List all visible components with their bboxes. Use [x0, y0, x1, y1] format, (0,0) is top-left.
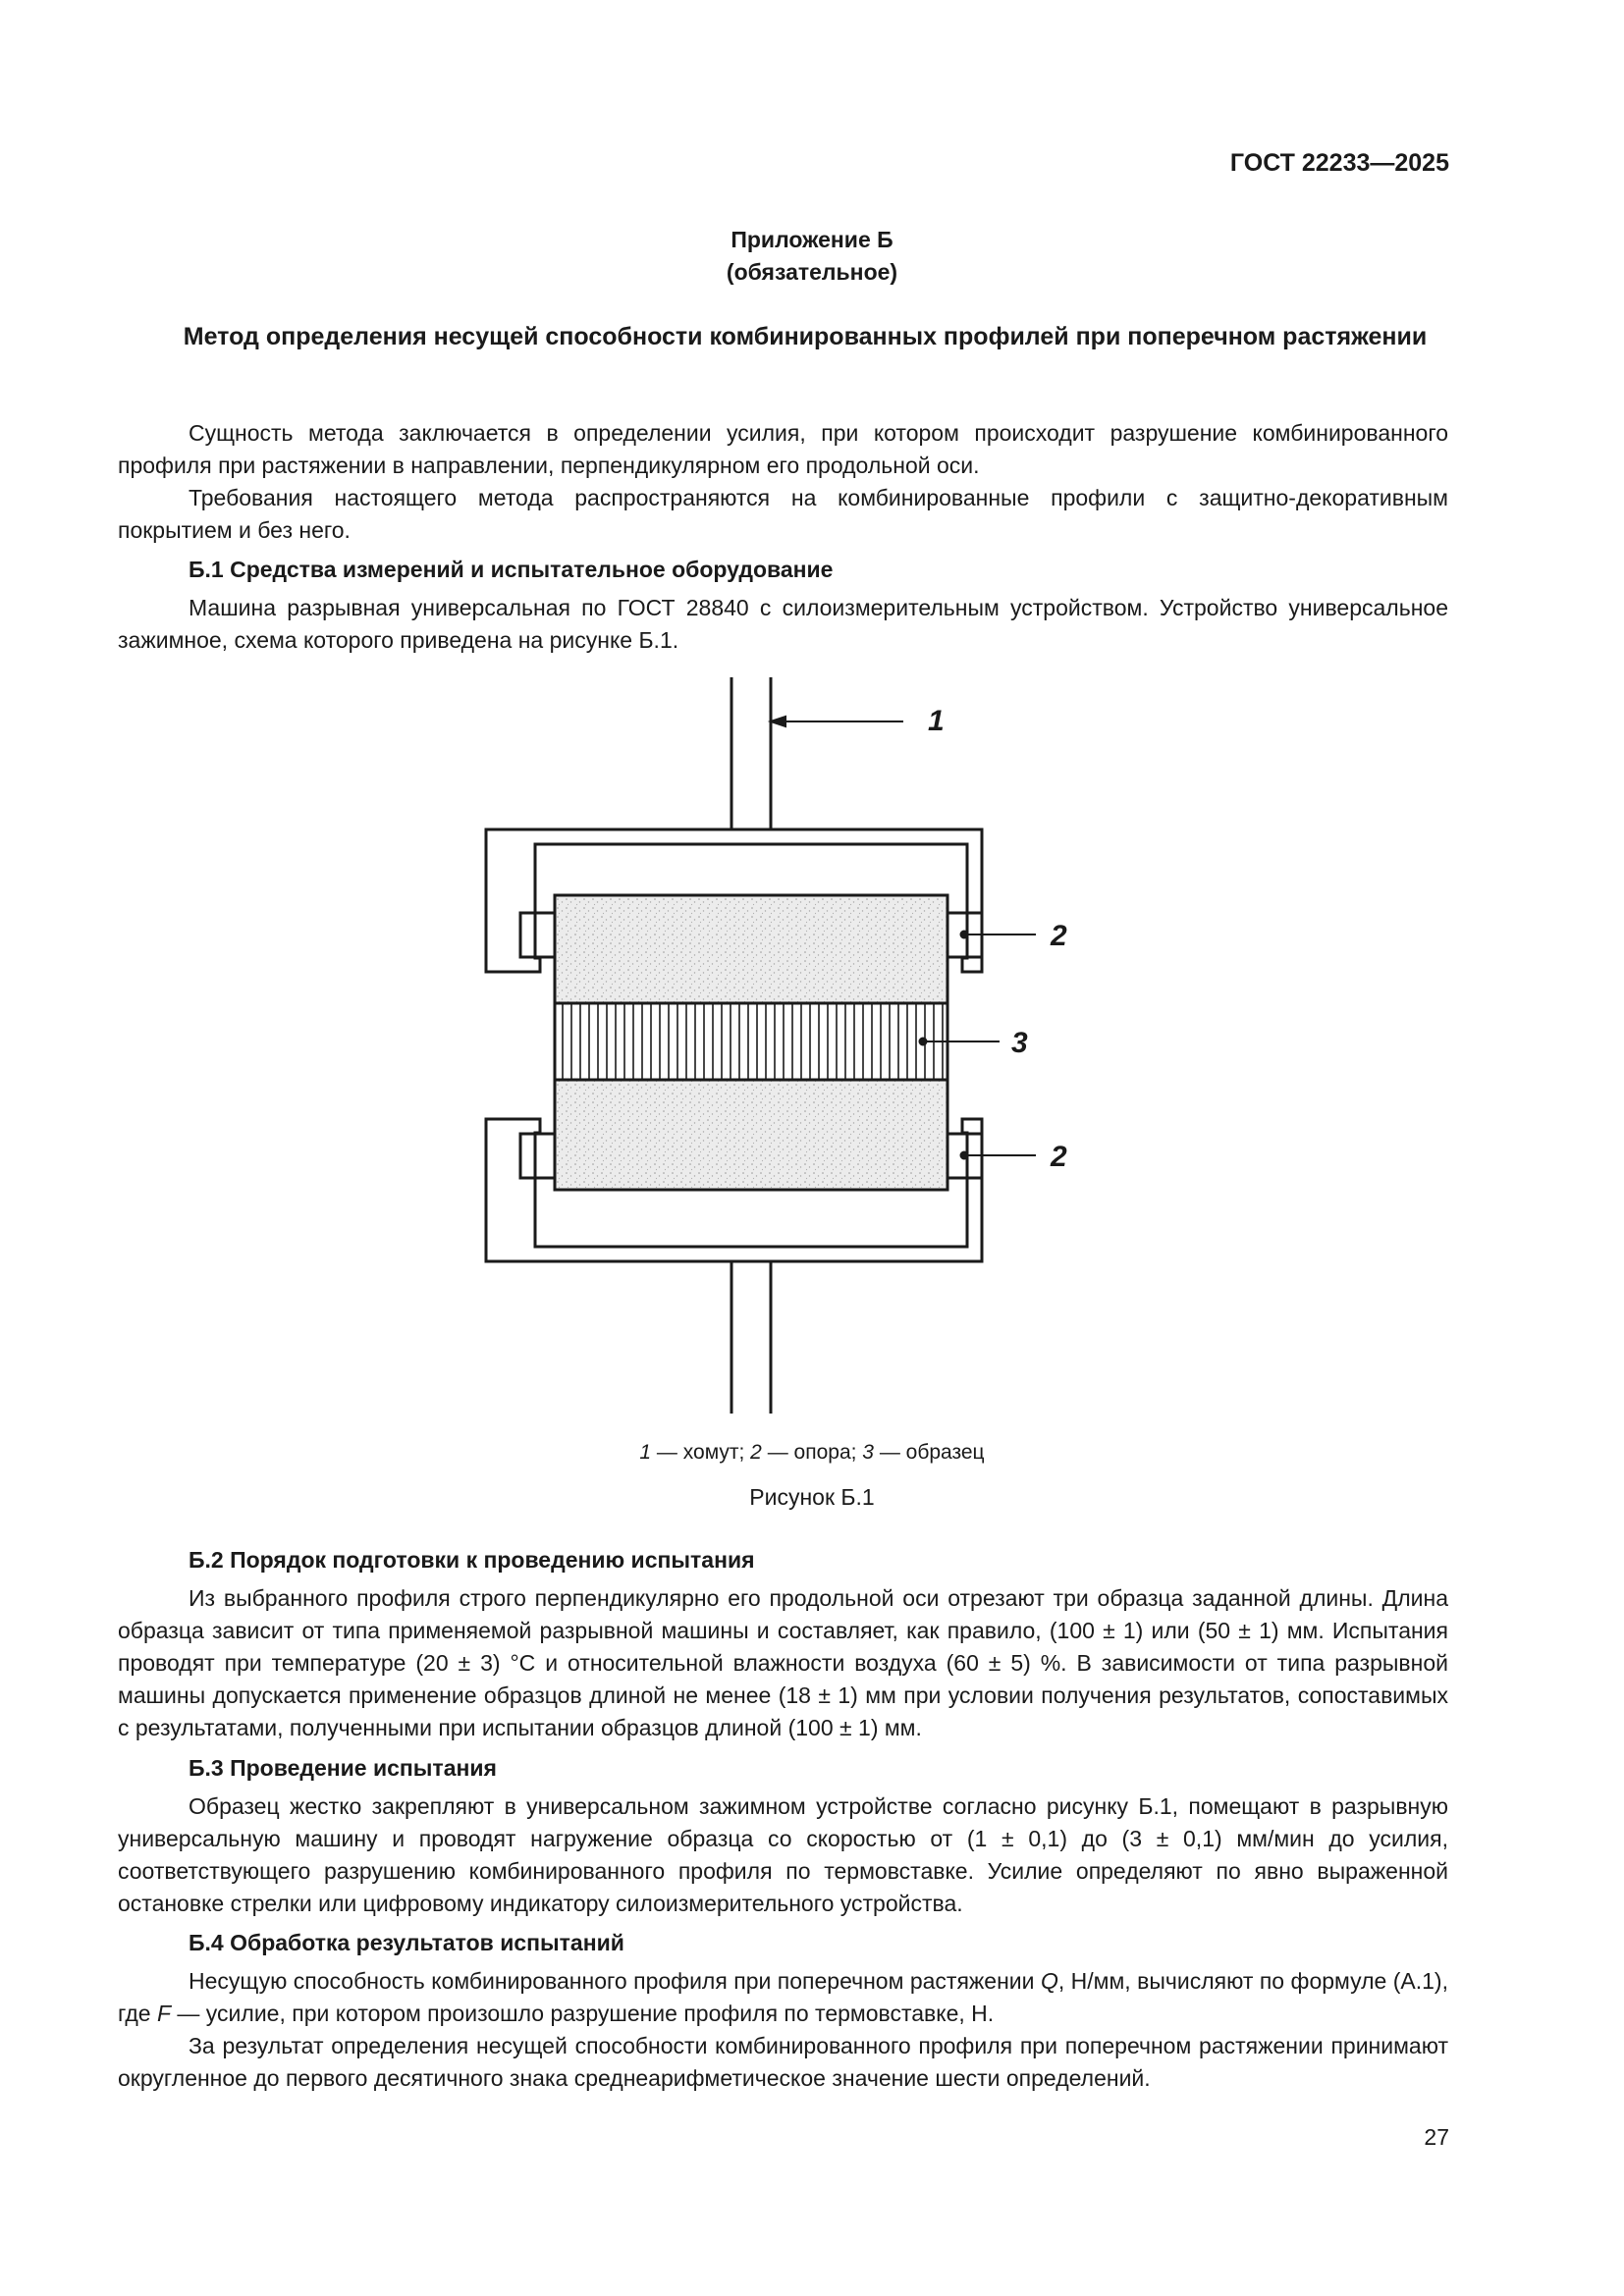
legend-text-3: — образец: [873, 1441, 985, 1464]
callout-2-top: 2: [1051, 920, 1067, 952]
legend-text-2: — опора;: [761, 1441, 863, 1464]
callout-1: 1: [928, 705, 945, 737]
b4-text-c: — усилие, при котором произошло разрушение профиля по термовставке, Н.: [171, 2001, 995, 2026]
b4-var-q: Q: [1040, 1968, 1058, 1994]
section-b2-heading: Б.2 Порядок подготовки к проведению испытания: [189, 1547, 755, 1573]
section-b1-heading: Б.1 Средства измерений и испытательное оборудование: [189, 557, 834, 582]
legend-num-2: 2: [750, 1441, 762, 1464]
callout-3: 3: [1011, 1027, 1028, 1059]
figure-caption: Рисунок Б.1: [749, 1484, 875, 1510]
legend-num-1: 1: [639, 1441, 652, 1464]
method-title: Метод определения несущей способности комбинированных профилей при поперечном растяжении: [183, 323, 1428, 350]
intro-paragraph-2: Требования настоящего метода распространяются на комбинированные профили с защитно-декоративным покрытием и без него.: [118, 485, 1448, 543]
figure-b1: [432, 667, 1119, 1423]
leader-1-arrow: [771, 717, 785, 726]
b4-text-a: Несущую способность комбинированного профиля при поперечном растяжении: [189, 1968, 1041, 1994]
page-number: 27: [1424, 2124, 1449, 2150]
legend-text-1: — хомут;: [651, 1441, 751, 1464]
b4-text-b: , Н/мм, вычисляют по формуле (А.1), где: [118, 1968, 1448, 2026]
section-b4-heading: Б.4 Обработка результатов испытаний: [189, 1930, 624, 1955]
support-bottom-left: [520, 1134, 555, 1178]
standard-designation: ГОСТ 22233—2025: [1229, 149, 1449, 177]
section-b4-text: [118, 1965, 1448, 2095]
intro-text: [118, 417, 1448, 547]
specimen-upper-profile: [555, 895, 947, 1003]
section-b4-paragraph-2: За результат определения несущей способности комбинированного профиля при поперечном растяжении принимают округленное до первого десятичного знака среднеарифметическое значение шести определений.: [118, 2033, 1448, 2091]
annex-status: (обязательное): [726, 259, 898, 285]
figure-legend: [0, 1441, 1624, 1465]
section-b3-text: [118, 1790, 1448, 1920]
section-b1-text: [118, 592, 1448, 657]
section-b2-text: [118, 1582, 1448, 1744]
intro-paragraph-1: Сущность метода заключается в определении усилия, при котором происходит разрушение комбинированного профиля при растяжении в направлении, перпендикулярном его продольной оси.: [118, 420, 1448, 478]
callout-2-bottom: 2: [1051, 1141, 1067, 1173]
b4-var-f: F: [156, 2001, 172, 2026]
section-b3-paragraph: Образец жестко закрепляют в универсальном зажимном устройстве согласно рисунку Б.1, помещают в разрывную универсальную машину и проводят нагружение образца со скоростью от (1 ± 0,1) до (3 ± 0,1) мм/мин до усилия, соответствующего разрушению комбинированного профиля по термовставке. Усилие определяют по явно выраженной остановке стрелки или цифровому индикатору силоизмерительного устройства.: [118, 1793, 1448, 1916]
clamp-diagram: [432, 667, 1119, 1423]
section-b4-paragraph-1: [118, 1965, 1448, 2030]
specimen-thermal-insert: [555, 1003, 947, 1080]
section-b2-paragraph: Из выбранного профиля строго перпендикулярно его продольной оси отрезают три образца заданной длины. Длина образца зависит от типа применяемой разрывной машины и составляет, как правило, (100 ± 1) или (50 ± 1) мм. Испытания проводят при температуре (20 ± 3) °С и относительной влажности воздуха (60 ± 5) %. В зависимости от типа разрывной машины допускается применение образцов длиной не менее (18 ± 1) мм при условии получения результатов, сопоставимых с результатами, полученными при испытании образцов длиной (100 ± 1) мм.: [118, 1585, 1448, 1740]
section-b3-heading: Б.3 Проведение испытания: [189, 1755, 497, 1781]
section-b1-paragraph: Машина разрывная универсальная по ГОСТ 28840 с силоизмерительным устройством. Устройство универсальное зажимное, схема которого приведена на рисунке Б.1.: [118, 595, 1448, 653]
annex-title: Приложение Б: [731, 227, 893, 252]
specimen-lower-profile: [555, 1080, 947, 1190]
support-top-left: [520, 913, 555, 957]
annex-heading: [0, 224, 1624, 289]
legend-num-3: 3: [862, 1441, 874, 1464]
